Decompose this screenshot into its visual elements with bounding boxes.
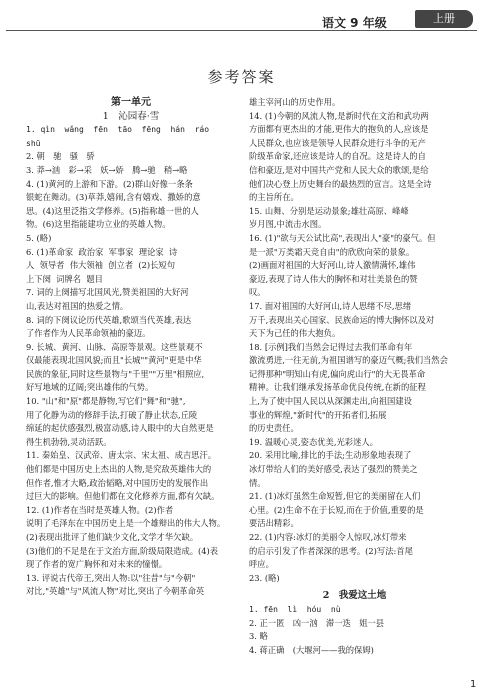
answer-line: 8. 词的下阕议论历代英雄,歌颂当代英雄,表达 — [26, 314, 192, 325]
answer-line: 用了化静为动的修辞手法,打破了静止状态,丘陵 — [26, 409, 198, 420]
answer-line: 记得那种"明知山有虎,偏向虎山行"的大无畏革命 — [249, 368, 426, 379]
lesson-heading-2: 2 我爱这土地 — [322, 590, 387, 602]
answer-line: 16. (1)"欲与天公试比高",表现出人"豪"的豪气。但 — [249, 232, 436, 243]
answer-line: 仅最能表现北国风貌;而且"长城""黄河"更是中华 — [26, 355, 202, 366]
answer-line: 冰灯带给人们的美好感受,表达了强烈的赞美之 — [249, 464, 418, 475]
answer-line: 22. (1)内容:冰灯的美丽令人惊叹,冰灯带来 — [249, 532, 407, 542]
answer-line: 9. 长城、黄河、山脉、高原等景观。这些景观不 — [26, 341, 203, 352]
answer-line: (3)他们的不足是在于文治方面,阶级局限造成。(4)表 — [26, 545, 219, 556]
answer-line: 但作者,惟才大略,政治韬略,对中国历史的发展作出 — [26, 477, 209, 488]
left-column — [26, 96, 236, 599]
answer-line: 12. (1)作者在当时是英雄人物。(2)作者 — [26, 504, 174, 515]
answer-line: 人 领导者 伟大领袖 创立者 (2)长短句 — [26, 260, 176, 271]
answer-line: 方面都有更杰出的才能,更伟大的抱负的人,应该是 — [249, 124, 429, 135]
answer-line: 是一派"万类霜天竞自由"的欣欣向荣的景象。 — [249, 246, 415, 257]
right-answer-lines-bottom — [249, 603, 460, 657]
answer-line: 绵延的起伏感强烈,极富动感,诗人眼中的大自然更是 — [26, 423, 214, 434]
answer-line: 14. (1)今朝的风流人物,是新时代在文治和武功两 — [249, 110, 429, 121]
answer-line: 1. fēn lì hóu nù — [249, 604, 341, 614]
right-column — [249, 96, 460, 657]
answer-line: 好写地域的辽阔;突出雄伟的气势。 — [26, 382, 154, 393]
answer-line: 他们决心登上历史舞台的最热烈的宣言。这是全诗 — [249, 178, 432, 189]
answer-line: 13. 评说古代帝王,突出人物:以"往昔"与"今朝" — [26, 572, 196, 583]
lesson-heading-1: 1 沁园春·雪 — [102, 110, 160, 122]
answer-line: 上,为了使中国人民以从深渊走出,向祖国建设 — [249, 396, 412, 407]
answer-line: 人民群众,也应该是领导人民群众进行斗争的无产 — [249, 137, 426, 148]
left-answer-lines — [26, 123, 236, 599]
answer-line: (2)画面对祖国的大好河山,诗人激情满怀,雄伟 — [249, 260, 416, 271]
right-answer-lines-top — [249, 96, 460, 585]
answer-line: 23. (略) — [249, 572, 280, 583]
answer-line: 要活出精彩。 — [249, 518, 299, 529]
answer-line: 岁月图,中流击水图。 — [249, 219, 327, 230]
answer-line: 思。(4)这里泛指文学修养。(5)指称雄一世的人 — [26, 205, 199, 216]
answer-line: 万千,表现出关心国家、民族命运的博大胸怀以及对 — [249, 314, 435, 325]
subject-grade-label: 语文 9 年级 — [322, 16, 387, 30]
answer-line: 11. 秦始皇、汉武帝、唐太宗、宋太祖、成吉思汗。 — [26, 450, 217, 461]
answer-line: 情。 — [249, 477, 266, 488]
answer-line: 4. 蒋正确 (大堰河——我的保姆) — [249, 644, 374, 655]
answer-line: 4. (1)黄河的上游和下游。(2)群山好像一条条 — [26, 178, 193, 189]
answer-line: 事业的辉煌,"新时代"的开拓者们,拓展 — [249, 409, 387, 420]
answer-line: 民族的象征,同时这些景物与"千里""万里"相照应, — [26, 368, 205, 379]
answer-line: 激流勇进,一往无前,为祖国谱写的豪迈气概;我们当然会 — [249, 355, 448, 366]
answer-line: 上下阕 词牌名 题目 — [26, 273, 103, 284]
answer-line: 2. 朝 驰 骚 骄 — [26, 151, 95, 162]
answer-line: 雄主宰河山的历史作用。 — [249, 97, 341, 107]
answer-line: 呼应。 — [249, 559, 274, 570]
page-title: 参考答案 — [207, 68, 276, 86]
answer-line: 山,表达对祖国的热爱之情。 — [26, 300, 129, 311]
unit-heading: 第一单元 — [111, 97, 151, 108]
answer-line: 15. 山舞、分别是运动景象;雄壮高原、峰峰 — [249, 205, 409, 216]
answer-line: (2)表现出批评了他们缺少文化,文学才华欠缺。 — [26, 532, 199, 542]
page-header — [0, 0, 483, 36]
answer-line: 6. (1)革命家 政治家 军事家 理论家 诗 — [26, 246, 178, 257]
answer-line: 说明了毛泽东在中国历史上是一个雄辩出的伟大人物。 — [26, 518, 226, 529]
answer-line: 21. (1)冰灯虽然生命短暂,但它的美丽留在人们 — [249, 491, 421, 502]
page-number: 1 — [470, 679, 477, 690]
answer-line: 精神。让我们继承发扬革命优良传统,在新的征程 — [249, 382, 426, 393]
answer-line: 物。(6)这里指能建功立业的英雄人物。 — [26, 219, 171, 230]
volume-badge: 上册 — [415, 10, 473, 28]
answer-line: 17. 面对祖国的大好河山,诗人思绪不尽,思绪 — [249, 300, 412, 311]
answer-line: 心里。(2)生命不在于长短,而在于价值,重要的是 — [249, 504, 424, 515]
answer-line: 过巨大的影响。但他们都在文化修养方面,都有欠缺。 — [26, 491, 220, 502]
answer-line: 3. 略 — [249, 631, 268, 642]
answer-line: 叹。 — [249, 287, 266, 298]
answer-line: 的主旨所在。 — [249, 192, 299, 203]
answer-line: 10. "山"和"原"都是静物,写它们"舞"和"驰", — [26, 396, 186, 407]
answer-line: 19. 温暖心灵,姿态优美,光彩迷人。 — [249, 436, 378, 447]
answer-line: 现了作者的宽广胸怀和对未来的憧憬。 — [26, 559, 168, 570]
answer-line: 得生机勃勃,灵动活跃。 — [26, 436, 112, 447]
answer-line: 3. 莽→汹 彩→采 妖→娇 腾→驰 稍→略 — [26, 164, 188, 175]
answer-line: 7. 词的上阕描写北国风光,赞美祖国的大好河 — [26, 287, 189, 298]
answer-line: 对比,"英雄"与"风流人物"对比,突出了今朝革命英 — [26, 586, 205, 597]
answer-line: 的启示引发了作者深深的思考。(2)写法:首尾 — [249, 545, 413, 556]
answer-line: 了作者作为人民革命领袖的豪迈。 — [26, 328, 151, 339]
answer-line: 信和豪迈,是对中国共产党和人民大众的歌颂,是给 — [249, 164, 429, 175]
answer-line: 20. 采用比喻,排比的手法;生动形象地表现了 — [249, 450, 412, 461]
answer-line: 2. 正一匿 凶一汹 滞一迭 姐一县 — [249, 617, 385, 628]
header-divider — [6, 30, 477, 31]
answer-line: 的历史责任。 — [249, 423, 299, 434]
answer-line: 阶级革命家,还应该是诗人的自况。这是诗人的自 — [249, 151, 426, 162]
answer-line: 5. (略) — [26, 232, 52, 243]
answer-line: 他们都是中国历史上杰出的人物,是究敌英雄伟大的 — [26, 464, 212, 475]
answer-line: 1. qìn wǎng fēn tāo fēng hán ráo — [26, 125, 210, 135]
answer-line: 天下为己任的伟大抱负。 — [249, 328, 341, 339]
answer-line: 银蛇在舞动。(3)草莽,嬉闹,含有嬉戏、撒娇的意 — [26, 192, 201, 203]
answer-line: 18. [示例]我们当然会记得过去我们革命有年 — [249, 341, 413, 352]
answer-line: 豪迈,表现了诗人伟大的胸怀和对壮美景色的赞 — [249, 273, 418, 284]
answer-line: shū — [26, 138, 41, 148]
